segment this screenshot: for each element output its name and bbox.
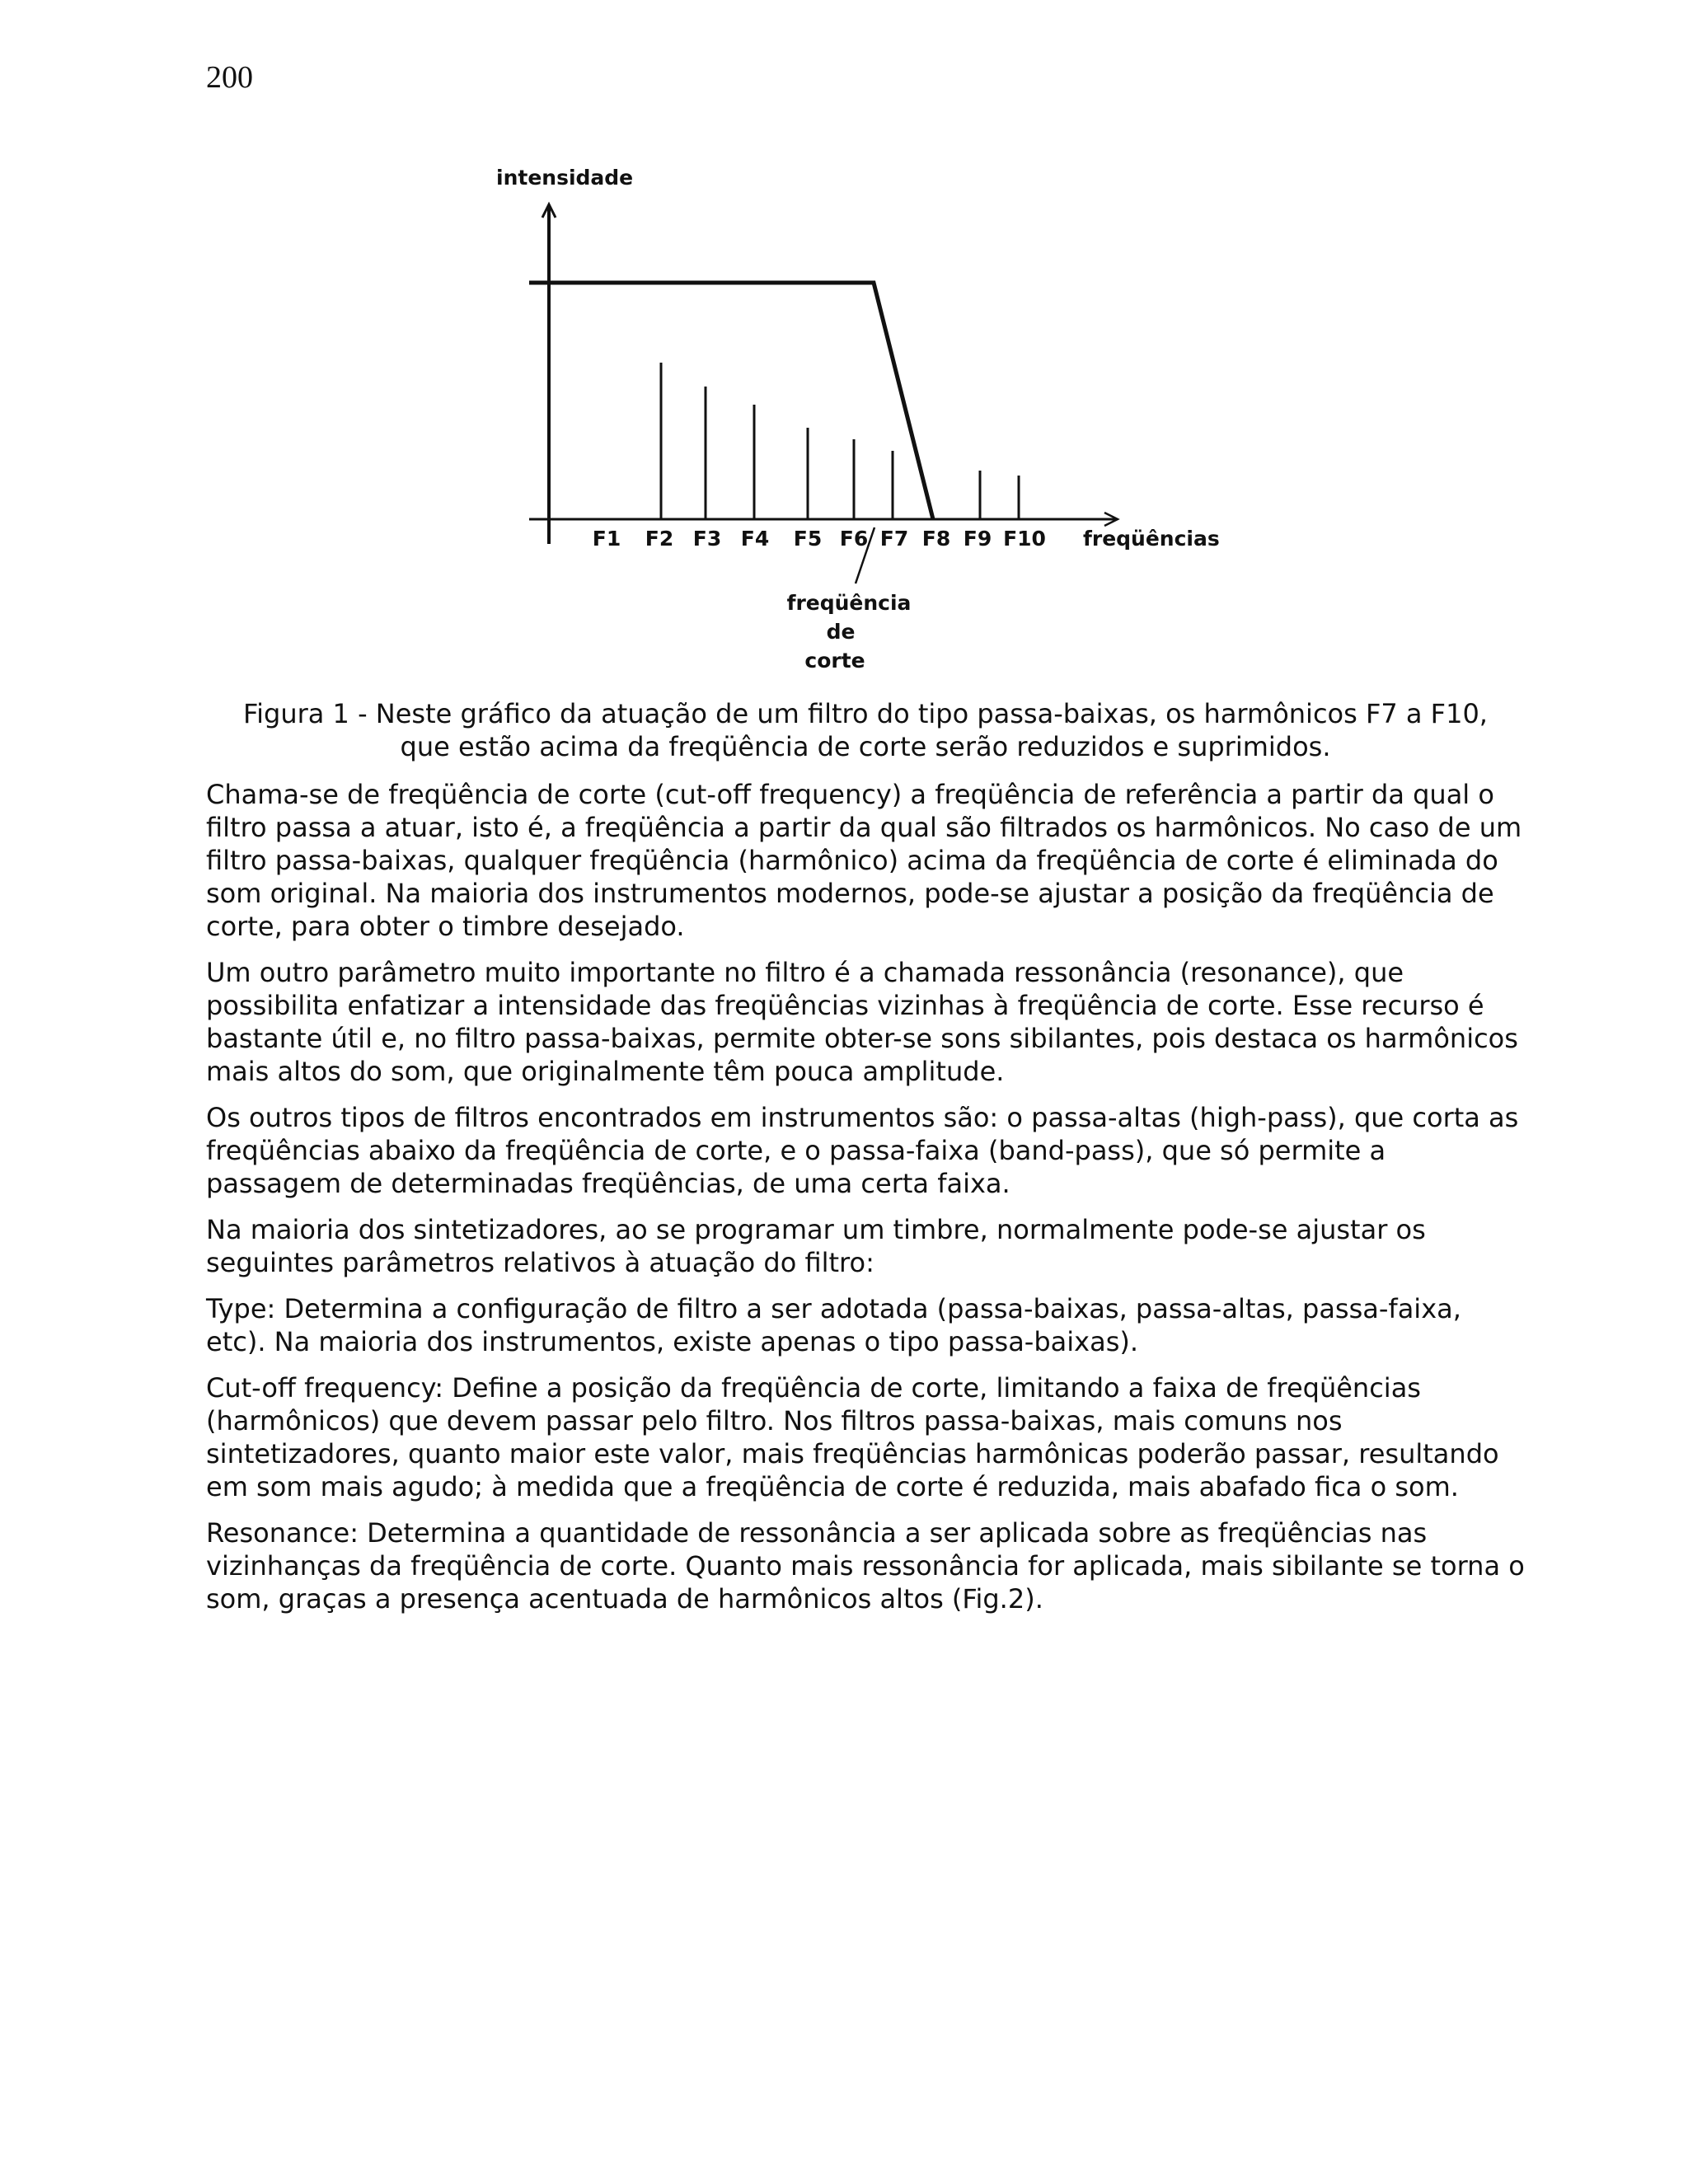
harmonic-label-f1: F1 — [592, 527, 621, 551]
lowpass-filter-figure — [478, 157, 1253, 684]
harmonic-label-f2: F2 — [645, 527, 674, 551]
y-axis-label: intensidade — [496, 166, 634, 190]
page-number: 200 — [206, 60, 253, 95]
cutoff-label-line1: freqüência — [786, 591, 912, 615]
cutoff-label-line2: de — [826, 620, 856, 644]
filter-response-curve — [529, 283, 933, 519]
harmonic-label-f5: F5 — [793, 527, 823, 551]
x-axis-label: freqüências — [1083, 527, 1220, 551]
harmonic-label-f3: F3 — [692, 527, 722, 551]
harmonic-label-f10: F10 — [1003, 527, 1046, 551]
paragraph-resonance: Resonance: Determina a quantidade de ressonância a ser aplicada sobre as freqüências nas vizinhanças da freqüência de corte. Quanto mais ressonância for aplicada, mais sibilante se torna o som, graças a presença acentuada de harmônicos altos (Fig.2). — [206, 1517, 1525, 1615]
cutoff-label-line3: corte — [804, 649, 865, 673]
paragraph-cutoff-definition: Chama-se de freqüência de corte (cut-off frequency) a freqüência de referência a partir da qual o filtro passa a atuar, isto é, a freqüência a partir da qual são filtrados os harmônicos. No caso de um filtro passa-baixas, qualquer freqüência (harmônico) acima da freqüência de corte é eliminada do som original. Na maioria dos instrumentos modernos, pode-se ajustar a posição da freqüência de corte, para obter o timbre desejado. — [206, 779, 1522, 942]
lowpass-filter-diagram — [478, 157, 1253, 684]
harmonic-label-f6: F6 — [839, 527, 869, 551]
paragraph-filter-types: Os outros tipos de filtros encontrados em instrumentos são: o passa-altas (high-pass), que corta as freqüências abaixo da freqüência de corte, e o passa-faixa (band-pass), que só permite a passagem de determinadas freqüências, de uma certa faixa. — [206, 1102, 1519, 1199]
harmonic-label-f9: F9 — [963, 527, 992, 551]
figure-caption-line-2: que estão acima da freqüência de corte serão reduzidos e suprimidos. — [400, 731, 1331, 762]
harmonic-label-f7: F7 — [879, 527, 909, 551]
harmonic-label-f8: F8 — [921, 527, 951, 551]
body-text — [206, 778, 1525, 1629]
paragraph-resonance-intro: Um outro parâmetro muito importante no filtro é a chamada ressonância (resonance), que possibilita enfatizar a intensidade das freqüências vizinhas à freqüência de corte. Esse recurso é bastante útil e, no filtro passa-baixas, permite obter-se sons sibilantes, pois destaca os harmônicos mais altos do som, que originalmente têm pouca amplitude. — [206, 957, 1518, 1087]
paragraph-type: Type: Determina a configuração de filtro a ser adotada (passa-baixas, passa-altas, passa-faixa, etc). Na maioria dos instrumentos, existe apenas o tipo passa-baixas). — [206, 1293, 1461, 1357]
figure-caption — [206, 697, 1525, 763]
harmonic-label-f4: F4 — [740, 527, 770, 551]
figure-caption-line-1: Figura 1 - Neste gráfico da atuação de um filtro do tipo passa-baixas, os harmônicos F7 a F10, — [243, 698, 1488, 729]
paragraph-cutoff-frequency: Cut-off frequency: Define a posição da freqüência de corte, limitando a faixa de freqüências (harmônicos) que devem passar pelo filtro. Nos filtros passa-baixas, mais comuns nos sintetizadores, quanto maior este valor, mais freqüências harmônicas poderão passar, resultando em som mais agudo; à medida que a freqüência de corte é reduzida, mais abafado fica o som. — [206, 1372, 1499, 1502]
paragraph-synth-parameters: Na maioria dos sintetizadores, ao se programar um timbre, normalmente pode-se ajustar os seguintes parâmetros relativos à atuação do filtro: — [206, 1214, 1426, 1278]
